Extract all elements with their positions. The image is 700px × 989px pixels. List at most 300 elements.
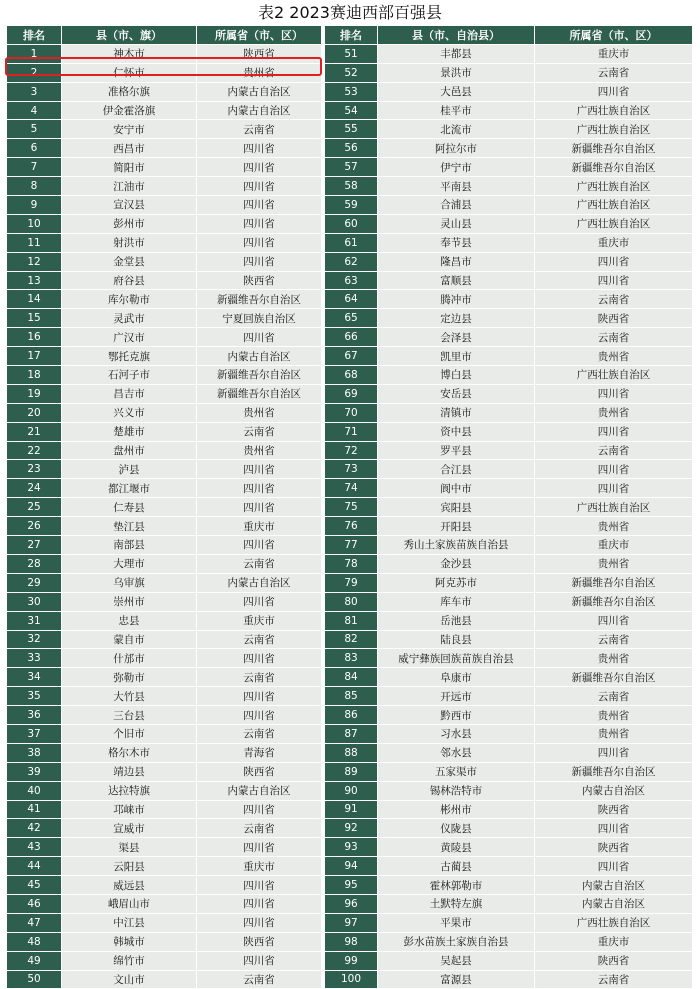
province-cell: 四川省 — [535, 479, 693, 498]
county-cell: 北流市 — [378, 120, 535, 139]
county-cell: 景洪市 — [378, 64, 535, 83]
table-row — [325, 593, 693, 612]
rank-cell: 61 — [325, 234, 378, 253]
rank-cell: 11 — [7, 234, 62, 253]
table-row — [7, 139, 322, 158]
table-row — [325, 102, 693, 121]
rank-cell: 52 — [325, 64, 378, 83]
ranking-table-left — [7, 26, 322, 989]
rank-cell: 66 — [325, 328, 378, 347]
province-cell: 广西壮族自治区 — [535, 120, 693, 139]
header-county: 县（市、自治县） — [378, 26, 535, 45]
table-row — [7, 706, 322, 725]
rank-cell: 87 — [325, 725, 378, 744]
table-row — [325, 574, 693, 593]
county-cell: 金堂县 — [62, 253, 197, 272]
rank-cell: 9 — [7, 196, 62, 215]
rank-cell: 55 — [325, 120, 378, 139]
rank-cell: 22 — [7, 442, 62, 461]
county-cell: 西昌市 — [62, 139, 197, 158]
county-cell: 习水县 — [378, 725, 535, 744]
table-row — [325, 725, 693, 744]
rank-cell: 91 — [325, 801, 378, 820]
rank-cell: 1 — [7, 45, 62, 64]
page-title: 表2 2023赛迪西部百强县 — [258, 3, 442, 22]
table-row — [7, 272, 322, 291]
table-row — [325, 517, 693, 536]
county-cell: 三台县 — [62, 706, 197, 725]
rank-cell: 24 — [7, 479, 62, 498]
province-cell: 云南省 — [197, 819, 322, 838]
table-row — [7, 498, 322, 517]
rank-cell: 54 — [325, 102, 378, 121]
rank-cell: 33 — [7, 649, 62, 668]
rank-cell: 79 — [325, 574, 378, 593]
rank-cell: 89 — [325, 763, 378, 782]
province-cell: 四川省 — [197, 253, 322, 272]
rank-cell: 39 — [7, 763, 62, 782]
county-cell: 靖边县 — [62, 763, 197, 782]
county-cell: 忠县 — [62, 612, 197, 631]
province-cell: 云南省 — [535, 290, 693, 309]
table-row — [325, 933, 693, 952]
province-cell: 四川省 — [535, 272, 693, 291]
table-row — [325, 857, 693, 876]
county-cell: 土默特左旗 — [378, 895, 535, 914]
county-cell: 锡林浩特市 — [378, 782, 535, 801]
county-cell: 开远市 — [378, 687, 535, 706]
county-cell: 定边县 — [378, 309, 535, 328]
county-cell: 阿拉尔市 — [378, 139, 535, 158]
rank-cell: 28 — [7, 555, 62, 574]
rank-cell: 90 — [325, 782, 378, 801]
rank-cell: 56 — [325, 139, 378, 158]
province-cell: 重庆市 — [535, 933, 693, 952]
province-cell: 重庆市 — [197, 517, 322, 536]
province-cell: 广西壮族自治区 — [535, 498, 693, 517]
table-body-left — [7, 45, 322, 989]
rank-cell: 16 — [7, 328, 62, 347]
province-cell: 贵州省 — [535, 725, 693, 744]
table-row — [7, 385, 322, 404]
county-cell: 宣威市 — [62, 819, 197, 838]
table-row — [325, 555, 693, 574]
rank-cell: 95 — [325, 876, 378, 895]
province-cell: 重庆市 — [197, 857, 322, 876]
county-cell: 丰都县 — [378, 45, 535, 64]
rank-cell: 3 — [7, 83, 62, 102]
province-cell: 四川省 — [197, 687, 322, 706]
table-row — [7, 649, 322, 668]
province-cell: 云南省 — [535, 631, 693, 650]
table-row — [325, 385, 693, 404]
rank-cell: 4 — [7, 102, 62, 121]
rank-cell: 76 — [325, 517, 378, 536]
table-row — [7, 102, 322, 121]
rank-cell: 29 — [7, 574, 62, 593]
table-row — [7, 631, 322, 650]
rank-cell: 41 — [7, 801, 62, 820]
county-cell: 峨眉山市 — [62, 895, 197, 914]
table-body-right — [325, 45, 693, 989]
rank-cell: 78 — [325, 555, 378, 574]
table-row — [7, 177, 322, 196]
province-cell: 云南省 — [535, 687, 693, 706]
rank-cell: 20 — [7, 404, 62, 423]
province-cell: 四川省 — [197, 952, 322, 971]
county-cell: 文山市 — [62, 971, 197, 989]
province-cell: 四川省 — [197, 838, 322, 857]
table-row — [325, 536, 693, 555]
province-cell: 四川省 — [197, 139, 322, 158]
county-cell: 宾阳县 — [378, 498, 535, 517]
county-cell: 古蔺县 — [378, 857, 535, 876]
ranking-table-right — [325, 26, 693, 989]
rank-cell: 45 — [7, 876, 62, 895]
county-cell: 仁寿县 — [62, 498, 197, 517]
province-cell: 云南省 — [535, 64, 693, 83]
table-row — [7, 45, 322, 64]
county-cell: 彭水苗族土家族自治县 — [378, 933, 535, 952]
rank-cell: 75 — [325, 498, 378, 517]
rank-cell: 86 — [325, 706, 378, 725]
rank-cell: 2 — [7, 64, 62, 83]
table-row — [325, 45, 693, 64]
county-cell: 仪陇县 — [378, 819, 535, 838]
province-cell: 青海省 — [197, 744, 322, 763]
county-cell: 仁怀市 — [62, 64, 197, 83]
province-cell: 新疆维吾尔自治区 — [535, 668, 693, 687]
header-rank: 排名 — [325, 26, 378, 45]
table-row — [325, 347, 693, 366]
table-row — [7, 423, 322, 442]
header-province: 所属省（市、区） — [197, 26, 322, 45]
table-row — [325, 404, 693, 423]
province-cell: 内蒙古自治区 — [197, 102, 322, 121]
county-cell: 大竹县 — [62, 687, 197, 706]
rank-cell: 43 — [7, 838, 62, 857]
rank-cell: 10 — [7, 215, 62, 234]
table-row — [325, 668, 693, 687]
county-cell: 云阳县 — [62, 857, 197, 876]
rank-cell: 80 — [325, 593, 378, 612]
table-row — [325, 801, 693, 820]
table-row — [7, 687, 322, 706]
province-cell: 内蒙古自治区 — [197, 347, 322, 366]
rank-cell: 77 — [325, 536, 378, 555]
province-cell: 贵州省 — [197, 404, 322, 423]
rank-cell: 12 — [7, 253, 62, 272]
county-cell: 平果市 — [378, 914, 535, 933]
table-row — [7, 120, 322, 139]
rank-cell: 70 — [325, 404, 378, 423]
table-row — [7, 460, 322, 479]
rank-cell: 73 — [325, 460, 378, 479]
county-cell: 大邑县 — [378, 83, 535, 102]
rank-cell: 44 — [7, 857, 62, 876]
table-row — [7, 801, 322, 820]
rank-cell: 60 — [325, 215, 378, 234]
county-cell: 安岳县 — [378, 385, 535, 404]
county-cell: 阿克苏市 — [378, 574, 535, 593]
province-cell: 新疆维吾尔自治区 — [535, 574, 693, 593]
province-cell: 贵州省 — [535, 649, 693, 668]
province-cell: 广西壮族自治区 — [535, 366, 693, 385]
county-cell: 大理市 — [62, 555, 197, 574]
rank-cell: 64 — [325, 290, 378, 309]
table-row — [7, 404, 322, 423]
county-cell: 广汉市 — [62, 328, 197, 347]
county-cell: 黔西市 — [378, 706, 535, 725]
county-cell: 宣汉县 — [62, 196, 197, 215]
province-cell: 新疆维吾尔自治区 — [197, 385, 322, 404]
province-cell: 内蒙古自治区 — [197, 83, 322, 102]
county-cell: 威远县 — [62, 876, 197, 895]
province-cell: 陕西省 — [197, 272, 322, 291]
table-row — [325, 895, 693, 914]
county-cell: 凯里市 — [378, 347, 535, 366]
rank-cell: 26 — [7, 517, 62, 536]
province-cell: 内蒙古自治区 — [535, 782, 693, 801]
county-cell: 资中县 — [378, 423, 535, 442]
county-cell: 邛崃市 — [62, 801, 197, 820]
table-row — [7, 763, 322, 782]
table-row — [325, 83, 693, 102]
province-cell: 四川省 — [197, 895, 322, 914]
rank-cell: 27 — [7, 536, 62, 555]
province-cell: 重庆市 — [535, 234, 693, 253]
rank-cell: 62 — [325, 253, 378, 272]
table-row — [325, 876, 693, 895]
rank-cell: 74 — [325, 479, 378, 498]
county-cell: 格尔木市 — [62, 744, 197, 763]
county-cell: 江油市 — [62, 177, 197, 196]
province-cell: 四川省 — [197, 876, 322, 895]
county-cell: 南部县 — [62, 536, 197, 555]
county-cell: 垫江县 — [62, 517, 197, 536]
table-row — [7, 555, 322, 574]
county-cell: 平南县 — [378, 177, 535, 196]
table-header-row — [7, 26, 322, 45]
rank-cell: 72 — [325, 442, 378, 461]
county-cell: 隆昌市 — [378, 253, 535, 272]
county-cell: 博白县 — [378, 366, 535, 385]
table-row — [7, 196, 322, 215]
province-cell: 四川省 — [535, 385, 693, 404]
province-cell: 四川省 — [197, 801, 322, 820]
header-province: 所属省（市、区） — [535, 26, 693, 45]
county-cell: 彬州市 — [378, 801, 535, 820]
province-cell: 新疆维吾尔自治区 — [197, 366, 322, 385]
province-cell: 四川省 — [197, 196, 322, 215]
province-cell: 四川省 — [535, 612, 693, 631]
county-cell: 合江县 — [378, 460, 535, 479]
county-cell: 彭州市 — [62, 215, 197, 234]
province-cell: 云南省 — [197, 725, 322, 744]
province-cell: 四川省 — [197, 177, 322, 196]
province-cell: 云南省 — [197, 423, 322, 442]
table-row — [325, 253, 693, 272]
province-cell: 四川省 — [197, 593, 322, 612]
province-cell: 云南省 — [197, 631, 322, 650]
rank-cell: 83 — [325, 649, 378, 668]
rank-cell: 88 — [325, 744, 378, 763]
county-cell: 罗平县 — [378, 442, 535, 461]
province-cell: 贵州省 — [535, 404, 693, 423]
county-cell: 富顺县 — [378, 272, 535, 291]
province-cell: 云南省 — [535, 971, 693, 989]
table-row — [7, 158, 322, 177]
county-cell: 库尔勒市 — [62, 290, 197, 309]
table-row — [325, 952, 693, 971]
table-row — [7, 215, 322, 234]
rank-cell: 8 — [7, 177, 62, 196]
table-row — [7, 668, 322, 687]
rank-cell: 67 — [325, 347, 378, 366]
province-cell: 广西壮族自治区 — [535, 215, 693, 234]
province-cell: 四川省 — [535, 423, 693, 442]
province-cell: 陕西省 — [197, 933, 322, 952]
table-row — [325, 763, 693, 782]
province-cell: 四川省 — [535, 744, 693, 763]
county-cell: 合浦县 — [378, 196, 535, 215]
county-cell: 府谷县 — [62, 272, 197, 291]
rank-cell: 68 — [325, 366, 378, 385]
rank-cell: 81 — [325, 612, 378, 631]
county-cell: 射洪市 — [62, 234, 197, 253]
province-cell: 广西壮族自治区 — [535, 177, 693, 196]
county-cell: 吴起县 — [378, 952, 535, 971]
table-row — [7, 952, 322, 971]
rank-cell: 38 — [7, 744, 62, 763]
table-row — [325, 612, 693, 631]
table-row — [325, 290, 693, 309]
rank-cell: 15 — [7, 309, 62, 328]
table-row — [325, 423, 693, 442]
province-cell: 四川省 — [197, 460, 322, 479]
county-cell: 五家渠市 — [378, 763, 535, 782]
province-cell: 宁夏回族自治区 — [197, 309, 322, 328]
county-cell: 腾冲市 — [378, 290, 535, 309]
rank-cell: 93 — [325, 838, 378, 857]
province-cell: 四川省 — [535, 819, 693, 838]
rank-cell: 84 — [325, 668, 378, 687]
county-cell: 什邡市 — [62, 649, 197, 668]
table-row — [325, 631, 693, 650]
province-cell: 贵州省 — [535, 706, 693, 725]
county-cell: 清镇市 — [378, 404, 535, 423]
rank-cell: 31 — [7, 612, 62, 631]
county-cell: 泸县 — [62, 460, 197, 479]
county-cell: 霍林郭勒市 — [378, 876, 535, 895]
table-row — [7, 536, 322, 555]
rank-cell: 46 — [7, 895, 62, 914]
rank-cell: 58 — [325, 177, 378, 196]
county-cell: 灵武市 — [62, 309, 197, 328]
province-cell: 四川省 — [197, 234, 322, 253]
rank-cell: 82 — [325, 631, 378, 650]
province-cell: 陕西省 — [535, 801, 693, 820]
rank-cell: 97 — [325, 914, 378, 933]
rank-cell: 50 — [7, 971, 62, 989]
province-cell: 新疆维吾尔自治区 — [535, 139, 693, 158]
rank-cell: 92 — [325, 819, 378, 838]
county-cell: 准格尔旗 — [62, 83, 197, 102]
table-row — [7, 819, 322, 838]
county-cell: 中江县 — [62, 914, 197, 933]
header-county: 县（市、旗） — [62, 26, 197, 45]
table-row — [7, 971, 322, 989]
table-row — [325, 914, 693, 933]
county-cell: 个旧市 — [62, 725, 197, 744]
province-cell: 重庆市 — [535, 45, 693, 64]
table-row — [325, 309, 693, 328]
table-row — [7, 593, 322, 612]
province-cell: 陕西省 — [535, 952, 693, 971]
table-row — [325, 706, 693, 725]
county-cell: 弥勒市 — [62, 668, 197, 687]
county-cell: 渠县 — [62, 838, 197, 857]
table-row — [7, 290, 322, 309]
province-cell: 内蒙古自治区 — [535, 876, 693, 895]
county-cell: 灵山县 — [378, 215, 535, 234]
province-cell: 四川省 — [197, 215, 322, 234]
rank-cell: 6 — [7, 139, 62, 158]
province-cell: 广西壮族自治区 — [535, 102, 693, 121]
rank-cell: 36 — [7, 706, 62, 725]
province-cell: 云南省 — [197, 555, 322, 574]
county-cell: 金沙县 — [378, 555, 535, 574]
province-cell: 四川省 — [197, 706, 322, 725]
table-row — [7, 83, 322, 102]
table-row — [7, 612, 322, 631]
rank-cell: 69 — [325, 385, 378, 404]
province-cell: 四川省 — [197, 536, 322, 555]
province-cell: 贵州省 — [197, 64, 322, 83]
rank-cell: 7 — [7, 158, 62, 177]
rank-cell: 18 — [7, 366, 62, 385]
province-cell: 云南省 — [535, 442, 693, 461]
table-row — [7, 64, 322, 83]
province-cell: 新疆维吾尔自治区 — [197, 290, 322, 309]
table-row — [325, 196, 693, 215]
table-row — [7, 782, 322, 801]
province-cell: 贵州省 — [197, 442, 322, 461]
province-cell: 内蒙古自治区 — [197, 574, 322, 593]
county-cell: 绵竹市 — [62, 952, 197, 971]
rank-cell: 85 — [325, 687, 378, 706]
table-row — [325, 782, 693, 801]
county-cell: 邻水县 — [378, 744, 535, 763]
rank-cell: 53 — [325, 83, 378, 102]
table-row — [7, 933, 322, 952]
rank-cell: 21 — [7, 423, 62, 442]
province-cell: 四川省 — [535, 857, 693, 876]
rank-cell: 100 — [325, 971, 378, 989]
province-cell: 重庆市 — [197, 612, 322, 631]
county-cell: 鄂托克旗 — [62, 347, 197, 366]
table-row — [7, 838, 322, 857]
table-row — [7, 347, 322, 366]
county-cell: 黄陵县 — [378, 838, 535, 857]
county-cell: 阆中市 — [378, 479, 535, 498]
rank-cell: 35 — [7, 687, 62, 706]
county-cell: 富源县 — [378, 971, 535, 989]
county-cell: 都江堰市 — [62, 479, 197, 498]
county-cell: 神木市 — [62, 45, 197, 64]
table-row — [325, 64, 693, 83]
rank-cell: 19 — [7, 385, 62, 404]
